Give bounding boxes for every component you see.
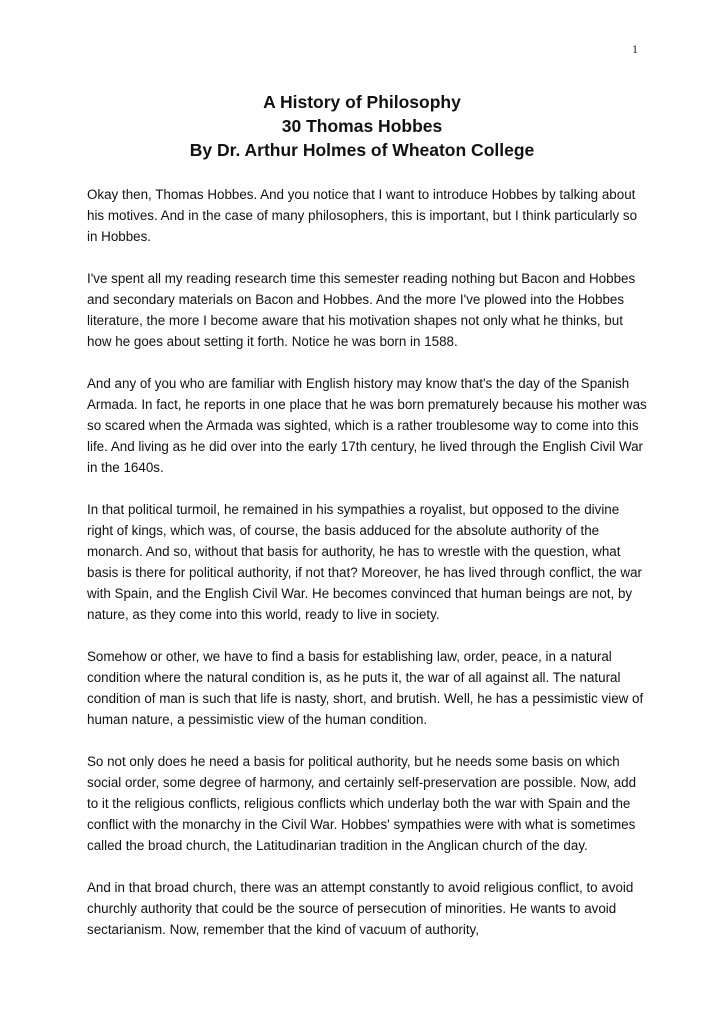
- paragraph: In that political turmoil, he remained in his sympathies a royalist, but opposed to the divine right of kings, which was, of course, the basis adduced for the absolute authority of the monarch. And so, without that basis for authority, he has to wrestle with the question, what basis is there for political authority, if not that? Moreover, he has lived through conflict, the war with Spain, and the English Civil War. He becomes convinced that human beings are not, by nature, as they come into this world, ready to live in society.: [87, 502, 643, 622]
- paragraph: And any of you who are familiar with English history may know that's the day of the Spanish Armada. In fact, he reports in one place that he was born prematurely because his mother was so scared when the Armada was sighted, which is a rather troublesome way to come into this life. And living as he did over into the early 17th century, he lived through the English Civil War in the 1640s.: [87, 376, 647, 475]
- title-line-lecture: 30 Thomas Hobbes: [281, 116, 443, 136]
- paragraph: And in that broad church, there was an attempt constantly to avoid religious conflict, to avoid churchly authority that could be the source of persecution of minorities. He wants to avoid sectarianism. Now, remember that the kind of vacuum of authority,: [87, 880, 634, 937]
- title-line-series: A History of Philosophy: [263, 92, 461, 112]
- transcript-body: [87, 184, 647, 961]
- title-line-author: By Dr. Arthur Holmes of Wheaton College: [189, 140, 535, 160]
- paragraph: Okay then, Thomas Hobbes. And you notice that I want to introduce Hobbes by talking about his motives. And in the case of many philosophers, this is important, but I think particularly so in Hobbes.: [87, 187, 638, 244]
- paragraph: So not only does he need a basis for political authority, but he needs some basis on which social order, some degree of harmony, and certainly self-preservation are possible. Now, add to it the religious conflicts, religious conflicts which underlay both the war with Spain and the conflict with the monarchy in the Civil War. Hobbes' sympathies were with what is sometimes called the broad church, the Latitudinarian tradition in the Anglican church of the day.: [87, 754, 637, 853]
- paragraph: I've spent all my reading research time this semester reading nothing but Bacon and Hobbes and secondary materials on Bacon and Hobbes. And the more I've plowed into the Hobbes literature, the more I become aware that his motivation shapes not only what he thinks, but how he goes about setting it forth. Notice he was born in 1588.: [87, 271, 636, 349]
- paragraph: Somehow or other, we have to find a basis for establishing law, order, peace, in a natural condition where the natural condition is, as he puts it, the war of all against all. The natural condition of man is such that life is nasty, short, and brutish. Well, he has a pessimistic view of human nature, a pessimistic view of the human condition.: [87, 649, 644, 727]
- page-number: 1: [632, 42, 638, 56]
- document-title: [0, 90, 724, 162]
